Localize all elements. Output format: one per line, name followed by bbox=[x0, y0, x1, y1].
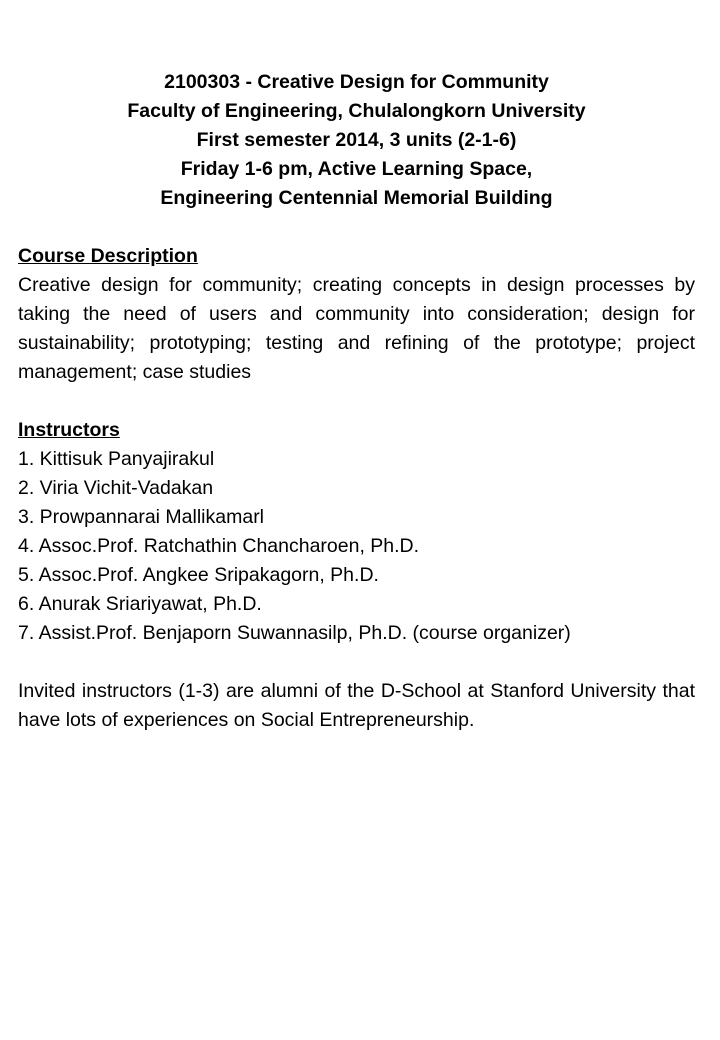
course-description-text: Creative design for community; creating concepts in design processes by taking the need of users and community into consideration; design for sustainability; prototyping; testing and refining of the prototype; project management; case studies bbox=[18, 274, 695, 383]
building-line: Engineering Centennial Memorial Building bbox=[160, 187, 553, 209]
instructor-item: 7. Assist.Prof. Benjaporn Suwannasilp, Ph.D. (course organizer) bbox=[18, 622, 571, 644]
instructor-list bbox=[18, 445, 695, 648]
instructor-item: 6. Anurak Sriariyawat, Ph.D. bbox=[18, 593, 262, 615]
faculty-line: Faculty of Engineering, Chulalongkorn University bbox=[127, 100, 586, 122]
schedule-line: Friday 1-6 pm, Active Learning Space, bbox=[180, 158, 533, 180]
course-description-title: Course Description bbox=[18, 245, 198, 267]
invited-instructors-note: Invited instructors (1-3) are alumni of the D-School at Stanford University that have lots of experiences on Social Entrepreneurship. bbox=[18, 680, 695, 731]
document-page bbox=[18, 68, 695, 735]
course-code-title: 2100303 - Creative Design for Community bbox=[164, 71, 549, 93]
instructor-item: 2. Viria Vichit-Vadakan bbox=[18, 477, 214, 499]
instructor-item: 3. Prowpannarai Mallikamarl bbox=[18, 506, 265, 528]
instructor-item: 1. Kittisuk Panyajirakul bbox=[18, 448, 215, 470]
course-description-section bbox=[18, 242, 695, 387]
instructor-item: 5. Assoc.Prof. Angkee Sripakagorn, Ph.D. bbox=[18, 564, 379, 586]
instructor-item: 4. Assoc.Prof. Ratchathin Chancharoen, Ph.D. bbox=[18, 535, 420, 557]
instructors-section bbox=[18, 416, 695, 648]
course-header bbox=[18, 68, 695, 213]
semester-line: First semester 2014, 3 units (2-1-6) bbox=[196, 129, 517, 151]
instructors-title: Instructors bbox=[18, 419, 120, 441]
